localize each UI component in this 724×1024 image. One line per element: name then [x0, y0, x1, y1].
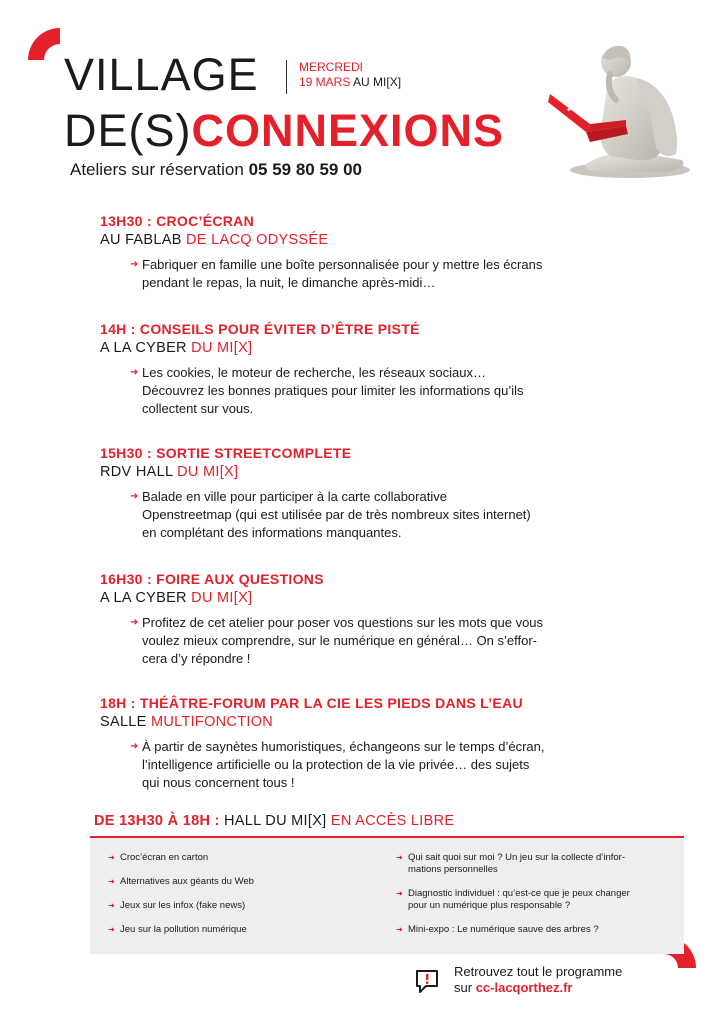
description-line: Balade en ville pour participer à la carte collaborative	[142, 489, 447, 504]
event-description	[130, 738, 630, 792]
free-access-right-column	[396, 852, 676, 936]
description-line: Découvrez les bonnes pratiques pour limiter les informations qu’ils	[142, 383, 524, 398]
description-line: Profitez de cet atelier pour poser vos questions sur les mots que vous	[142, 615, 544, 630]
event-place-dark: SALLE	[100, 714, 147, 730]
arrow-right-icon: ➜	[130, 617, 139, 628]
event-croc-ecran	[100, 212, 630, 292]
event-place	[100, 338, 630, 358]
footer-prefix: sur	[454, 980, 473, 995]
list-item: ➜ Croc’écran en carton	[108, 852, 209, 863]
description-line: À partir de saynètes humoristiques, échangeons sur le temps d’écran,	[142, 739, 545, 754]
description-line: qui nous concernent tous !	[142, 775, 295, 790]
event-place-dark: RDV HALL	[100, 464, 173, 480]
event-place-red: MULTIFONCTION	[151, 714, 274, 730]
corner-decoration-top-left	[28, 28, 60, 60]
reservation-text: Ateliers sur réservation	[70, 160, 244, 179]
description-line: en complétant des informations manquantes.	[142, 525, 402, 540]
description-line: Les cookies, le moteur de recherche, les réseaux sociaux…	[142, 365, 486, 380]
description-line: Openstreetmap (qui est utilisée par de très nombreux sites internet)	[142, 507, 531, 522]
statue-with-laptop-illustration	[546, 38, 698, 180]
event-time: 18H : THÉÂTRE-FORUM PAR LA CIE LES PIEDS DANS L’EAU	[100, 695, 523, 711]
event-description	[130, 614, 630, 668]
reservation-subtitle	[70, 160, 362, 180]
free-access-label: EN ACCÈS LIBRE	[330, 813, 455, 829]
arrow-right-icon: ➜	[396, 925, 403, 934]
arrow-right-icon: ➜	[108, 877, 115, 886]
event-place	[100, 588, 630, 608]
event-description	[130, 364, 630, 418]
event-time: 14H : CONSEILS POUR ÉVITER D’ÊTRE PISTÉ	[100, 321, 420, 337]
event-time: 13H30 : CROC’ÉCRAN	[100, 213, 254, 229]
event-time: 15H30 : SORTIE STREETCOMPLETE	[100, 445, 352, 461]
arrow-right-icon: ➜	[396, 853, 403, 862]
event-place-red: DU MI[X]	[177, 464, 239, 480]
event-place-dark: A LA CYBER	[100, 340, 187, 356]
event-place-dark: AU FABLAB	[100, 232, 182, 248]
reservation-phone: 05 59 80 59 00	[248, 160, 363, 179]
description-line: Fabriquer en famille une boîte personnalisée pour y mettre les écrans	[142, 257, 543, 272]
list-item: ➜ Qui sait quoi sur moi ? Un jeu sur la collecte d’infor- mations personnelles	[396, 852, 626, 875]
description-line: collectent sur vous.	[142, 401, 254, 416]
event-place-dark: A LA CYBER	[100, 590, 187, 606]
list-item: ➜ Alternatives aux géants du Web	[108, 876, 254, 887]
speech-bubble-icon	[414, 968, 440, 994]
footer-line: Retrouvez tout le programme	[454, 964, 623, 979]
event-place-red: DE LACQ ODYSSÉE	[186, 232, 329, 248]
free-access-panel	[90, 838, 684, 954]
event-date	[286, 60, 401, 94]
event-streetcomplete	[100, 444, 630, 542]
arrow-right-icon: ➜	[130, 491, 139, 502]
title-village: VILLAGE	[64, 49, 259, 100]
free-access-place: HALL DU MI[X]	[224, 813, 327, 829]
free-access-heading	[94, 813, 454, 829]
list-item: ➜ Jeux sur les infox (fake news)	[108, 900, 246, 911]
date-date: 19 MARS	[299, 75, 351, 89]
title-connexions	[64, 105, 505, 156]
event-description	[130, 256, 630, 292]
arrow-right-icon: ➜	[108, 853, 115, 862]
free-access-left-column	[108, 852, 398, 948]
arrow-right-icon: ➜	[396, 889, 403, 898]
description-line: l’intelligence artificielle ou la protection de la vie privée… des sujets	[142, 757, 530, 772]
event-place-red: DU MI[X]	[191, 590, 253, 606]
list-item: ➜ Mini-expo : Le numérique sauve des arbres ?	[396, 924, 599, 935]
title-connexions-red: CONNEXIONS	[191, 105, 505, 156]
arrow-right-icon: ➜	[108, 901, 115, 910]
event-place	[100, 462, 630, 482]
arrow-right-icon: ➜	[130, 259, 139, 270]
title-des: DE(S)	[64, 105, 192, 156]
event-time: 16H30 : FOIRE AUX QUESTIONS	[100, 571, 324, 587]
event-place-red: DU MI[X]	[191, 340, 253, 356]
description-line: pendant le repas, la nuit, le dimanche après-midi…	[142, 275, 436, 290]
website-link[interactable]: cc-lacqorthez.fr	[475, 980, 573, 995]
svg-text:✦: ✦	[566, 106, 572, 114]
event-place	[100, 230, 630, 250]
description-line: cera d’y répondre !	[142, 651, 251, 666]
description-line: voulez mieux comprendre, sur le numérique en général… On s’effor-	[142, 633, 538, 648]
date-day: MERCREDI	[299, 60, 364, 74]
arrow-right-icon: ➜	[130, 741, 139, 752]
event-foire-questions	[100, 570, 630, 668]
footer-program-info	[454, 964, 622, 996]
list-item: ➜ Jeu sur la pollution numérique	[108, 924, 247, 935]
date-place: AU MI[X]	[353, 75, 402, 89]
event-place	[100, 712, 630, 732]
arrow-right-icon: ➜	[108, 925, 115, 934]
event-description	[130, 488, 630, 542]
free-access-time: DE 13H30 À 18H :	[94, 813, 220, 829]
list-item: ➜ Diagnostic individuel : qu’est-ce que je peux changer pour un numérique plus responsable ?	[396, 888, 630, 911]
event-conseils-piste	[100, 320, 630, 418]
event-theatre-forum	[100, 694, 630, 792]
arrow-right-icon: ➜	[130, 367, 139, 378]
